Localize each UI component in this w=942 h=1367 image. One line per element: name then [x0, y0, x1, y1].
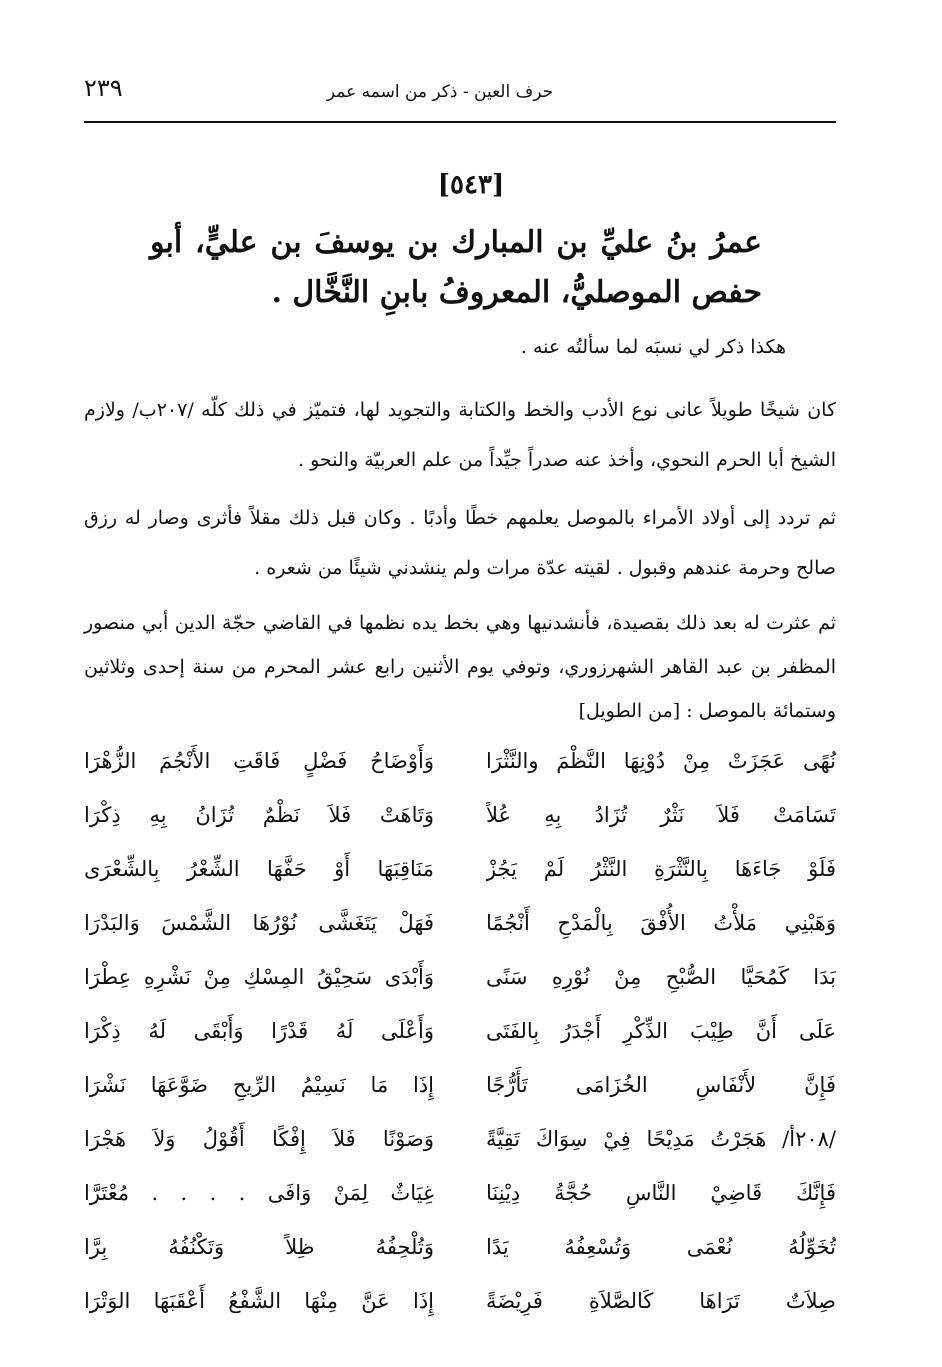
verse-line — [84, 734, 836, 788]
verse-first-hemistich: صِلاَتٌ تَرَاهَا كَالصَّلاَةِ فَرِيْضَةً — [486, 1289, 836, 1313]
paragraph: ثم تردد إلى أولاد الأمراء بالموصل يعلمهم خطًا وأدبًا . وكان قبل ذلك مقلاً فأثرى وصار له رزق صالح وحرمة عندهم وقبول . لقيته عدّة مرات ولم ينشدني شيئًا من شعره . — [84, 507, 836, 579]
verse-second-hemistich: فَهَلْ يَتَغَشَّى نُوْرُهَا الشَّمْسَ وَالبَدْرَا — [84, 911, 434, 935]
verse-line — [84, 788, 836, 842]
paragraph: هكذا ذكر لي نسبَه لما سألتُه عنه . — [520, 336, 786, 358]
verse-first-hemistich: فَإِنَّ لأَنْفَاسِ الخُزَامَى تَأَرُّجًا — [486, 1073, 836, 1097]
verse-first-hemistich: فَإِنَّكَ قَاضِيْ النَّاسِ حُجَّةُ دِيْنِنَا — [486, 1181, 836, 1205]
entry-title: عمرُ بنُ عليِّ بن المبارك بن يوسفَ بن عليٍّ، أبو حفص الموصليُّ، المعروفُ بابنِ النَّخَّال . — [150, 225, 762, 310]
verse-first-hemistich: وَهَبْنِي مَلأْتُ الأُفْقَ بِالْمَدْحِ أَنْجُمًا — [486, 911, 836, 935]
verse-first-hemistich: بَدَا كَمُحَيَّا الصُّبْحِ مِنْ نُوْرِهِ سَنًى — [486, 965, 836, 989]
verse-second-hemistich: وَأَوْضَاحُ فَضْلٍ فَاقَتِ الأَنْجُمَ الزُّهْرَا — [84, 749, 434, 773]
verse-line — [84, 1274, 836, 1328]
verse-line — [84, 896, 836, 950]
verse-second-hemistich: وَأَعْلَى لَهُ قَدْرًا وَأَبْقَى لَهُ ذِكْرَا — [84, 1019, 434, 1043]
page-number: ٢٣٩ — [84, 74, 123, 102]
verse-second-hemistich: غِيَاثٌ لِمَنْ وَافَى . . . . مُعْتَرَّا — [84, 1181, 434, 1205]
verse-line — [84, 1166, 836, 1220]
verse-first-hemistich: فَلَوْ جَاءَهَا بِالنَّثْرَةِ النَّثْرُ لَمْ يَجُزْ — [486, 857, 836, 881]
verse-first-hemistich: نُهًى عَجَزَتْ مِنْ دُوْنِهَا النَّظْمَ والنَّثْرَا — [486, 749, 836, 773]
verse-first-hemistich: /٢٠٨أ/ هَجَرْتُ مَدِيْحًا فِيْ سِوَاكَ تَقِيَّةً — [486, 1127, 836, 1151]
paragraph: ثم عثرت له بعد ذلك بقصيدة، فأنشدنيها وهي بخط يده نظمها في القاضي حجّة الدين أبي منصور المظفر بن عبد القاهر الشهرزوري، وتوفي يوم الأثنين رابع عشر المحرم من سنة إحدى وثلاثين وستمائة بالموصل : [من الطويل] — [84, 612, 836, 722]
verse-line — [84, 1058, 836, 1112]
verse-line — [84, 1004, 836, 1058]
verse-second-hemistich: وَصَوْنًا فَلاَ إِفْكًا أَقُوْلُ وَلاَ هَجْرَا — [84, 1127, 434, 1151]
verse-second-hemistich: إِذَا عَنَّ مِنْهَا الشَّفْعُ أَعْقَبَهَا الوَتْرَا — [84, 1289, 434, 1313]
verse-first-hemistich: تُخَوِّلُهُ نُعْمَى وَتُسْعِفُهُ يَدًا — [486, 1235, 836, 1259]
verse-second-hemistich: وَتَاهَتْ فَلاَ نَظْمٌ تُزَانُ بِهِ ذِكْرَا — [84, 803, 434, 827]
verse-second-hemistich: وَتُلْحِفُهُ ظِلاً وَتَكْنُفُهُ بِرَّا — [84, 1235, 434, 1259]
running-title: حرف العين - ذكر من اسمه عمر — [326, 82, 554, 102]
verse-first-hemistich: تَسَامَتْ فَلاَ نَثْرٌ تُزَادُ بِهِ عُلاً — [486, 803, 836, 827]
verse-line — [84, 950, 836, 1004]
entry-number: [٥٤٣] — [437, 170, 505, 200]
verse-second-hemistich: إِذَا مَا نَسِيْمُ الرِّيحِ ضَوَّعَهَا نَشْرَا — [84, 1073, 434, 1097]
verse-second-hemistich: وَأَبْدَى سَحِيْقُ المِسْكِ مِنْ نَشْرِهِ عِطْرَا — [84, 965, 434, 989]
verse-line — [84, 842, 836, 896]
paragraph: كان شيخًا طويلاً عانى نوع الأدب والخط والكتابة والتجويد لها، فتميّز في ذلك كلّه /٢٠٧ب/ ولازم الشيخ أبا الحرم النحوي، وأخذ عنه صدراً جيِّداً من علم العربيّة والنحو . — [84, 399, 836, 471]
verse-second-hemistich: مَنَاقِبَهَا أَوْ حَفَّهَا الشِّعْرُ بِالشِّعْرَى — [84, 857, 434, 881]
header-rule — [84, 121, 836, 123]
poem — [84, 734, 836, 1328]
verse-line — [84, 1220, 836, 1274]
verse-line — [84, 1112, 836, 1166]
verse-first-hemistich: عَلَى أَنَّ طِيْبَ الذِّكْرِ أَجْدَرُ بِالفَتَى — [486, 1019, 836, 1043]
